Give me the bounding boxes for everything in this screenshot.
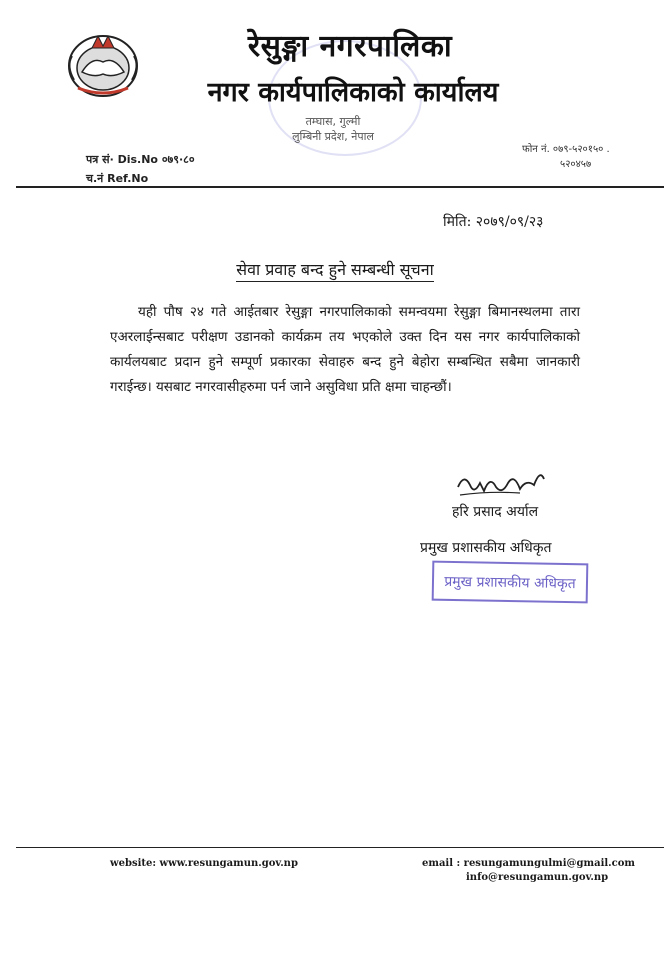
- address-line-1: तम्घास, गुल्मी: [305, 115, 361, 128]
- reference-number: च.नं Ref.No: [86, 172, 149, 185]
- letter-body: [110, 300, 580, 400]
- footer-email-1: email : resungamungulmi@gmail.com: [422, 858, 635, 869]
- dispatch-number: पत्र सं· Dis.No ०७९·८०: [86, 153, 195, 166]
- letter-date: मिति: २०७९/०९/२३: [443, 214, 544, 230]
- address-line-2: लुम्बिनी प्रदेश, नेपाल: [292, 130, 374, 143]
- letter-subject: [100, 258, 570, 280]
- signatory-title: प्रमुख प्रशासकीय अधिकृत: [420, 540, 552, 556]
- official-stamp: प्रमुख प्रशासकीय अधिकृत: [432, 561, 589, 604]
- phone-line-2: ५२०४५७: [560, 159, 592, 170]
- handwritten-signature: [450, 465, 550, 505]
- header-divider: [16, 186, 664, 188]
- letter-subject-text: सेवा प्रवाह बन्द हुने सम्बन्धी सूचना: [236, 260, 433, 282]
- letter-body-paragraph: यही पौष २४ गते आईतबार रेसुङ्गा नगरपालिकाको समन्वयमा रेसुङ्गा बिमानस्थलमा तारा एअरलाईन्सबाट परीक्षण उडानको कार्यक्रम तय भएकोले उक्त दिन यस नगर कार्यपालिकाको कार्यलयबाट प्रदान हुने सम्पूर्ण प्रकारका सेवाहरु बन्द हुने बेहोरा सम्बन्धित सबैमा जानकारी गराईन्छ। यसबाट नगरवासीहरुमा पर्न जाने असुविधा प्रति क्षमा चाहन्छौं।: [110, 304, 580, 395]
- office-subtitle: नगर कार्यपालिकाको कार्यालय: [207, 77, 499, 108]
- nepal-emblem-icon: [62, 26, 144, 100]
- footer-email-2: info@resungamun.gov.np: [466, 872, 609, 883]
- footer-divider: [16, 847, 664, 848]
- footer-website: website: www.resungamun.gov.np: [110, 858, 298, 869]
- signatory-name: हरि प्रसाद अर्याल: [452, 504, 539, 520]
- phone-line-1: फोन नं. ०७९-५२०१५० .: [522, 144, 610, 155]
- office-name: रेसुङ्गा नगरपालिका: [247, 29, 453, 64]
